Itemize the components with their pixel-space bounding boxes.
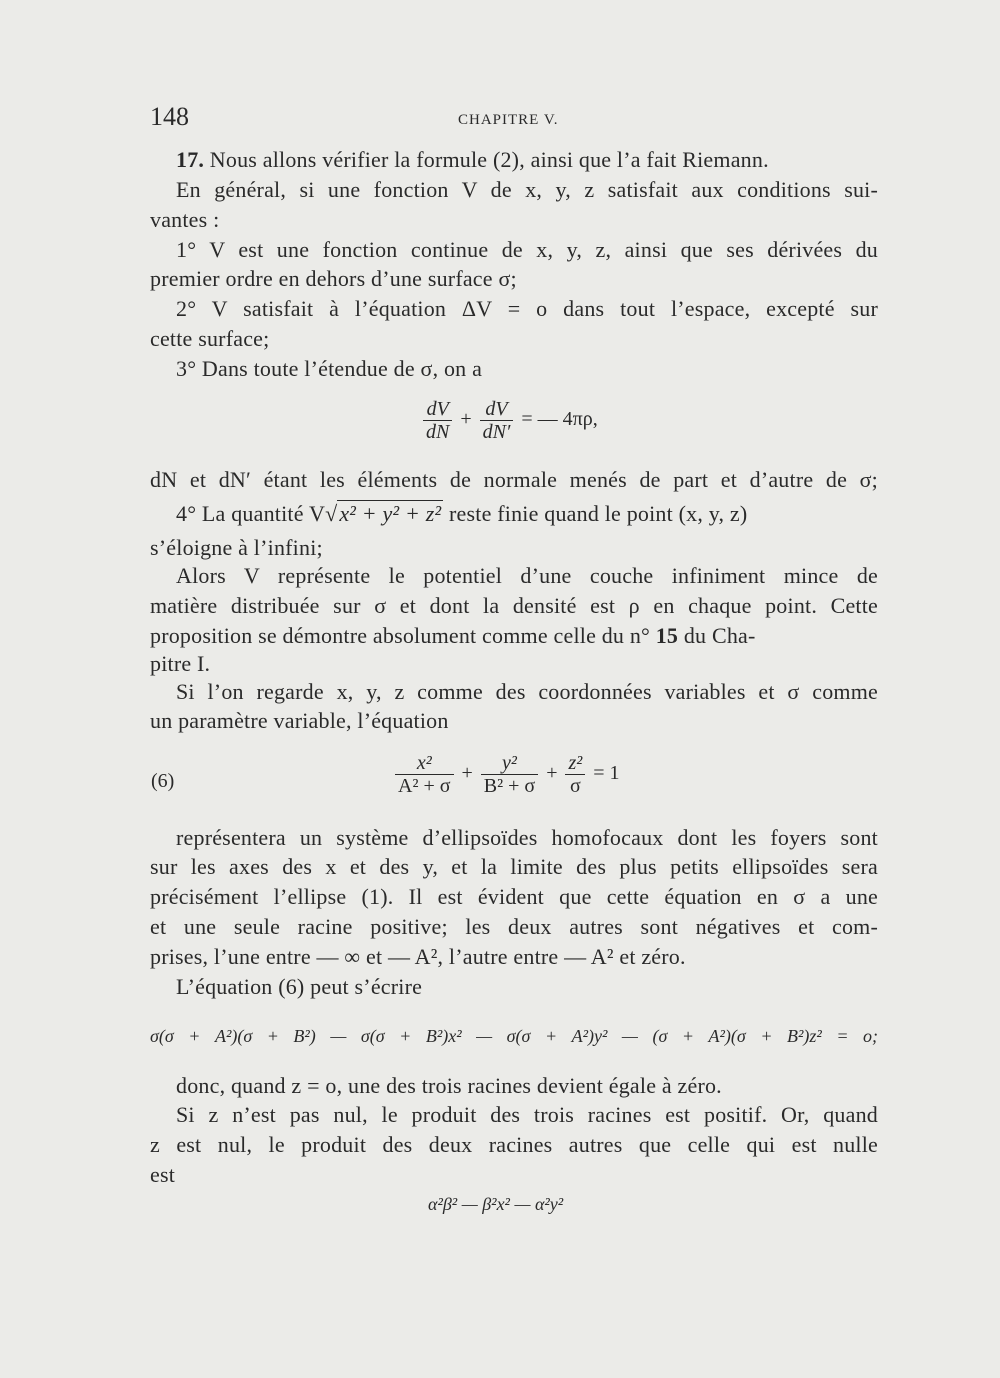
paragraph-line: dN et dN′ étant les éléments de normale menés de part et d’autre de σ; [150,467,878,492]
paragraph-line: pitre I. [150,651,211,676]
equation-potential-jump: $\frac{dV}{dN}$ + $\frac{dV}{dN'}$ = — 4πρ, [420,398,598,443]
chapter-header: CHAPITRE V. [458,112,559,128]
paragraph-line: 4° La quantité V√x² + y² + z² reste finie quand le point (x, y, z) [176,501,748,526]
paragraph-line: Si l’on regarde x, y, z comme des coordonnées variables et σ comme [176,679,878,704]
section-number: 17. [176,147,205,172]
equation-ellipsoids: $\frac{\text{x²}}{\text{A² + σ}}$ + $\frac{\text{y²}}{\text{B² + σ}}$ + $\frac{\text{z²}}{\sigma}$ = 1 [392,752,620,797]
paragraph-line: donc, quand z = o, une des trois racines devient égale à zéro. [176,1073,722,1098]
paragraph-line: L’équation (6) peut s’écrire [176,974,423,999]
paragraph-line: z est nul, le produit des deux racines autres que celle qui est nulle [150,1132,878,1157]
paragraph-line: proposition se démontre absolument comme celle du n° 15 du Cha- [150,623,756,648]
paragraph-line: et une seule racine positive; les deux autres sont négatives et com- [150,914,878,939]
paragraph-line: 2° V satisfait à l’équation ΔV = o dans tout l’espace, excepté sur [176,296,878,321]
page-number: 148 [150,102,189,131]
paragraph-line: vantes : [150,207,220,232]
equation-product: α²β² — β²x² — α²y² [428,1194,564,1214]
paragraph-line: un paramètre variable, l’équation [150,708,449,733]
paragraph-line: Si z n’est pas nul, le produit des trois racines est positif. Or, quand [176,1102,878,1127]
paragraph-line: En général, si une fonction V de x, y, z satisfait aux conditions sui- [176,177,878,202]
paragraph-line: prises, l’une entre — ∞ et — A², l’autre entre — A² et zéro. [150,944,686,969]
paragraph-line: précisément l’ellipse (1). Il est évident que cette équation en σ a une [150,884,878,909]
paragraph-line: 17. Nous allons vérifier la formule (2), ainsi que l’a fait Riemann. [176,147,769,172]
paragraph-line: représentera un système d’ellipsoïdes homofocaux dont les foyers sont [176,825,878,850]
paragraph-line: premier ordre en dehors d’une surface σ; [150,266,517,291]
paragraph-line: s’éloigne à l’infini; [150,535,323,560]
paragraph-line: sur les axes des x et des y, et la limite des plus petits ellipsoïdes sera [150,854,878,879]
paragraph-line: 3° Dans toute l’étendue de σ, on a [176,356,483,381]
paragraph-line: est [150,1162,176,1187]
sqrt-expression: x² + y² + z² [339,501,442,526]
equation-cubic: σ(σ + A²)(σ + B²) — σ(σ + B²)x² — σ(σ + A²)y² — (σ + A²)(σ + B²)z² = o; [150,1026,878,1046]
paragraph-line: 1° V est une fonction continue de x, y, z, ainsi que ses dérivées du [176,237,878,262]
paragraph-line: Alors V représente le potentiel d’une couche infiniment mince de [176,563,878,588]
paragraph-line: cette surface; [150,326,270,351]
equation-number: (6) [151,770,175,792]
paragraph-line: matière distribuée sur σ et dont la densité est ρ en chaque point. Cette [150,593,878,618]
